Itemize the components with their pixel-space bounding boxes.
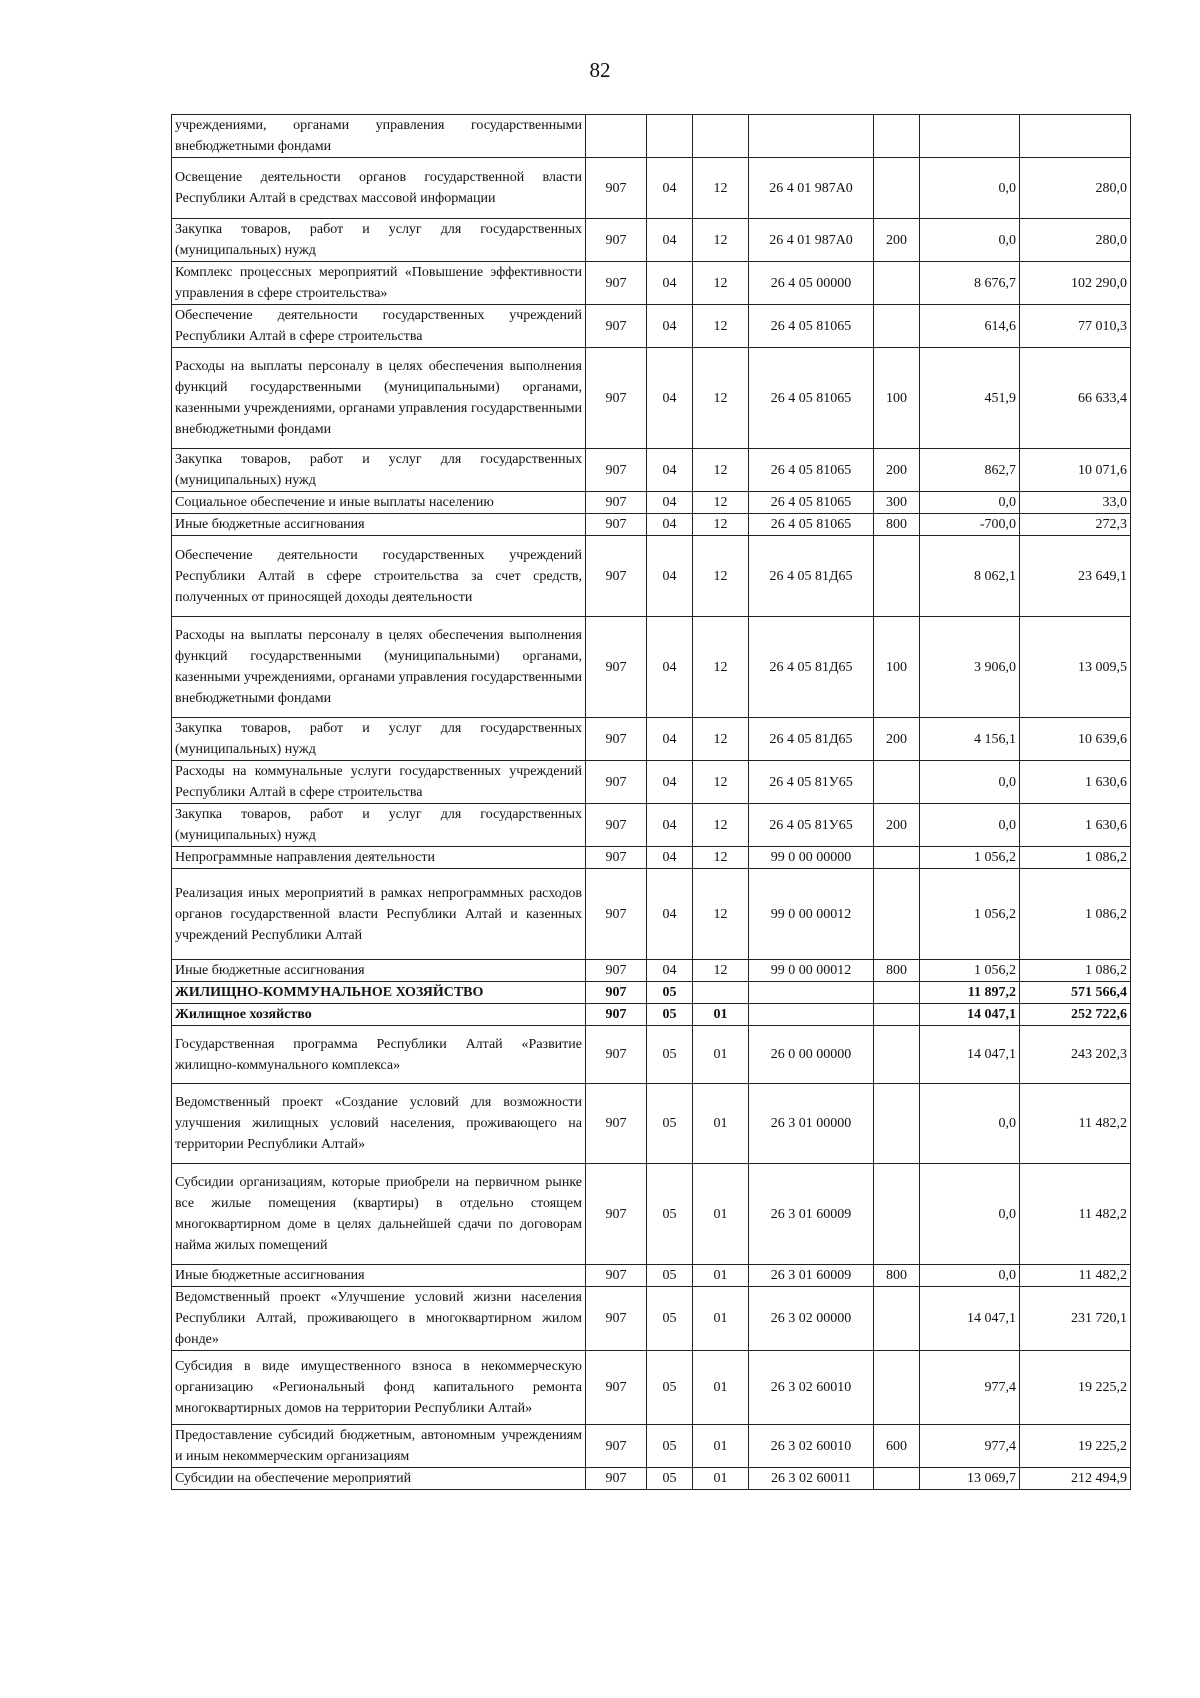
row-name-cell: Жилищное хозяйство bbox=[172, 1004, 586, 1026]
target-article-cell: 26 4 05 81065 bbox=[749, 348, 874, 449]
section-code-cell: 05 bbox=[647, 1265, 693, 1287]
section-code-cell: 04 bbox=[647, 960, 693, 982]
amount-2-cell: 243 202,3 bbox=[1020, 1026, 1131, 1084]
budget-table bbox=[171, 114, 1131, 1490]
expense-type-cell: 600 bbox=[874, 1425, 920, 1468]
section-code-cell: 04 bbox=[647, 869, 693, 960]
expense-type-cell bbox=[874, 1351, 920, 1425]
expense-type-cell: 800 bbox=[874, 514, 920, 536]
row-name-cell: Закупка товаров, работ и услуг для государственных (муниципальных) нужд bbox=[172, 449, 586, 492]
section-code-cell: 04 bbox=[647, 761, 693, 804]
section-code-cell: 05 bbox=[647, 1468, 693, 1490]
subsection-code-cell: 12 bbox=[693, 804, 749, 847]
target-article-cell: 26 4 05 81Д65 bbox=[749, 536, 874, 617]
expense-type-cell bbox=[874, 1164, 920, 1265]
amount-2-cell: 19 225,2 bbox=[1020, 1425, 1131, 1468]
section-code-cell bbox=[647, 115, 693, 158]
amount-2-cell: 272,3 bbox=[1020, 514, 1131, 536]
admin-code-cell: 907 bbox=[586, 514, 647, 536]
table-row bbox=[172, 761, 1131, 804]
expense-type-cell bbox=[874, 1287, 920, 1351]
expense-type-cell: 800 bbox=[874, 1265, 920, 1287]
row-name-cell: Реализация иных мероприятий в рамках непрограммных расходов органов государственной власти Республики Алтай и казенных учреждений Республики Алтай bbox=[172, 869, 586, 960]
expense-type-cell: 200 bbox=[874, 804, 920, 847]
subsection-code-cell: 01 bbox=[693, 1026, 749, 1084]
table-row bbox=[172, 1287, 1131, 1351]
amount-2-cell bbox=[1020, 115, 1131, 158]
admin-code-cell: 907 bbox=[586, 158, 647, 219]
amount-2-cell: 11 482,2 bbox=[1020, 1084, 1131, 1164]
row-name-cell: Закупка товаров, работ и услуг для государственных (муниципальных) нужд bbox=[172, 718, 586, 761]
row-name-cell: Закупка товаров, работ и услуг для государственных (муниципальных) нужд bbox=[172, 804, 586, 847]
expense-type-cell bbox=[874, 761, 920, 804]
row-name-cell: ЖИЛИЩНО-КОММУНАЛЬНОЕ ХОЗЯЙСТВО bbox=[172, 982, 586, 1004]
table-row bbox=[172, 305, 1131, 348]
expense-type-cell bbox=[874, 1004, 920, 1026]
admin-code-cell: 907 bbox=[586, 1425, 647, 1468]
admin-code-cell: 907 bbox=[586, 449, 647, 492]
amount-1-cell: 1 056,2 bbox=[920, 960, 1020, 982]
row-name-cell: Иные бюджетные ассигнования bbox=[172, 1265, 586, 1287]
target-article-cell: 26 3 02 00000 bbox=[749, 1287, 874, 1351]
amount-1-cell: 0,0 bbox=[920, 1265, 1020, 1287]
section-code-cell: 05 bbox=[647, 1004, 693, 1026]
amount-2-cell: 19 225,2 bbox=[1020, 1351, 1131, 1425]
subsection-code-cell: 01 bbox=[693, 1425, 749, 1468]
amount-2-cell: 10 071,6 bbox=[1020, 449, 1131, 492]
amount-1-cell: 14 047,1 bbox=[920, 1287, 1020, 1351]
admin-code-cell: 907 bbox=[586, 305, 647, 348]
subsection-code-cell: 12 bbox=[693, 348, 749, 449]
expense-type-cell: 200 bbox=[874, 219, 920, 262]
admin-code-cell: 907 bbox=[586, 869, 647, 960]
amount-2-cell: 231 720,1 bbox=[1020, 1287, 1131, 1351]
admin-code-cell: 907 bbox=[586, 1351, 647, 1425]
row-name-cell: Субсидии организациям, которые приобрели на первичном рынке все жилые помещения (квартиры) в отдельно стоящем многоквартирном доме в целях дальнейшей сдачи по договорам найма жилых помещений bbox=[172, 1164, 586, 1265]
amount-1-cell: 977,4 bbox=[920, 1351, 1020, 1425]
amount-2-cell: 1 086,2 bbox=[1020, 960, 1131, 982]
amount-2-cell: 77 010,3 bbox=[1020, 305, 1131, 348]
target-article-cell: 26 3 02 60011 bbox=[749, 1468, 874, 1490]
admin-code-cell: 907 bbox=[586, 847, 647, 869]
amount-1-cell bbox=[920, 115, 1020, 158]
section-code-cell: 04 bbox=[647, 492, 693, 514]
subsection-code-cell: 12 bbox=[693, 262, 749, 305]
target-article-cell: 99 0 00 00012 bbox=[749, 869, 874, 960]
target-article-cell: 26 4 05 81065 bbox=[749, 305, 874, 348]
expense-type-cell: 300 bbox=[874, 492, 920, 514]
admin-code-cell: 907 bbox=[586, 804, 647, 847]
amount-2-cell: 571 566,4 bbox=[1020, 982, 1131, 1004]
target-article-cell bbox=[749, 115, 874, 158]
target-article-cell: 26 3 02 60010 bbox=[749, 1425, 874, 1468]
subsection-code-cell: 12 bbox=[693, 536, 749, 617]
section-code-cell: 05 bbox=[647, 1084, 693, 1164]
subsection-code-cell: 01 bbox=[693, 1351, 749, 1425]
subsection-code-cell: 12 bbox=[693, 761, 749, 804]
section-code-cell: 04 bbox=[647, 847, 693, 869]
amount-1-cell: 1 056,2 bbox=[920, 869, 1020, 960]
admin-code-cell: 907 bbox=[586, 617, 647, 718]
section-code-cell: 04 bbox=[647, 718, 693, 761]
target-article-cell: 26 3 01 60009 bbox=[749, 1164, 874, 1265]
table-row bbox=[172, 536, 1131, 617]
row-name-cell: учреждениями, органами управления государственными внебюджетными фондами bbox=[172, 115, 586, 158]
row-name-cell: Закупка товаров, работ и услуг для государственных (муниципальных) нужд bbox=[172, 219, 586, 262]
amount-1-cell: 8 062,1 bbox=[920, 536, 1020, 617]
row-name-cell: Непрограммные направления деятельности bbox=[172, 847, 586, 869]
table-row bbox=[172, 1004, 1131, 1026]
amount-2-cell: 11 482,2 bbox=[1020, 1164, 1131, 1265]
amount-1-cell: 862,7 bbox=[920, 449, 1020, 492]
admin-code-cell: 907 bbox=[586, 1084, 647, 1164]
amount-1-cell: 4 156,1 bbox=[920, 718, 1020, 761]
subsection-code-cell: 01 bbox=[693, 1468, 749, 1490]
target-article-cell: 26 3 01 60009 bbox=[749, 1265, 874, 1287]
section-code-cell: 04 bbox=[647, 348, 693, 449]
amount-1-cell: 977,4 bbox=[920, 1425, 1020, 1468]
page-number: 82 bbox=[589, 58, 611, 82]
amount-1-cell: 3 906,0 bbox=[920, 617, 1020, 718]
table-row bbox=[172, 262, 1131, 305]
amount-2-cell: 33,0 bbox=[1020, 492, 1131, 514]
table-row bbox=[172, 982, 1131, 1004]
subsection-code-cell: 01 bbox=[693, 1164, 749, 1265]
expense-type-cell bbox=[874, 982, 920, 1004]
budget-table-body bbox=[172, 115, 1131, 1490]
admin-code-cell bbox=[586, 115, 647, 158]
expense-type-cell bbox=[874, 847, 920, 869]
amount-2-cell: 1 086,2 bbox=[1020, 869, 1131, 960]
admin-code-cell: 907 bbox=[586, 1468, 647, 1490]
amount-2-cell: 10 639,6 bbox=[1020, 718, 1131, 761]
amount-1-cell: 614,6 bbox=[920, 305, 1020, 348]
row-name-cell: Иные бюджетные ассигнования bbox=[172, 514, 586, 536]
expense-type-cell bbox=[874, 536, 920, 617]
amount-2-cell: 102 290,0 bbox=[1020, 262, 1131, 305]
subsection-code-cell: 12 bbox=[693, 514, 749, 536]
expense-type-cell bbox=[874, 262, 920, 305]
table-row bbox=[172, 718, 1131, 761]
table-row bbox=[172, 449, 1131, 492]
target-article-cell: 26 4 05 81Д65 bbox=[749, 718, 874, 761]
admin-code-cell: 907 bbox=[586, 1026, 647, 1084]
expense-type-cell: 100 bbox=[874, 617, 920, 718]
table-row bbox=[172, 1351, 1131, 1425]
amount-2-cell: 252 722,6 bbox=[1020, 1004, 1131, 1026]
expense-type-cell bbox=[874, 1026, 920, 1084]
row-name-cell: Комплекс процессных мероприятий «Повышение эффективности управления в сфере строительства» bbox=[172, 262, 586, 305]
target-article-cell: 26 4 05 00000 bbox=[749, 262, 874, 305]
table-row bbox=[172, 115, 1131, 158]
amount-2-cell: 212 494,9 bbox=[1020, 1468, 1131, 1490]
section-code-cell: 05 bbox=[647, 982, 693, 1004]
admin-code-cell: 907 bbox=[586, 219, 647, 262]
row-name-cell: Обеспечение деятельности государственных учреждений Республики Алтай в сфере строительства за счет средств, полученных от приносящей доходы деятельности bbox=[172, 536, 586, 617]
admin-code-cell: 907 bbox=[586, 718, 647, 761]
amount-1-cell: -700,0 bbox=[920, 514, 1020, 536]
amount-2-cell: 1 086,2 bbox=[1020, 847, 1131, 869]
expense-type-cell: 800 bbox=[874, 960, 920, 982]
amount-1-cell: 0,0 bbox=[920, 158, 1020, 219]
amount-1-cell: 0,0 bbox=[920, 1164, 1020, 1265]
row-name-cell: Обеспечение деятельности государственных учреждений Республики Алтай в сфере строительства bbox=[172, 305, 586, 348]
expense-type-cell bbox=[874, 1468, 920, 1490]
amount-1-cell: 0,0 bbox=[920, 219, 1020, 262]
target-article-cell: 26 4 05 81065 bbox=[749, 492, 874, 514]
table-row bbox=[172, 869, 1131, 960]
subsection-code-cell: 12 bbox=[693, 617, 749, 718]
amount-1-cell: 8 676,7 bbox=[920, 262, 1020, 305]
table-row bbox=[172, 847, 1131, 869]
table-row bbox=[172, 348, 1131, 449]
expense-type-cell bbox=[874, 1084, 920, 1164]
amount-2-cell: 11 482,2 bbox=[1020, 1265, 1131, 1287]
expense-type-cell: 200 bbox=[874, 718, 920, 761]
row-name-cell: Иные бюджетные ассигнования bbox=[172, 960, 586, 982]
expense-type-cell bbox=[874, 158, 920, 219]
admin-code-cell: 907 bbox=[586, 1164, 647, 1265]
table-row bbox=[172, 219, 1131, 262]
row-name-cell: Ведомственный проект «Улучшение условий жизни населения Республики Алтай, проживающего в многоквартирном жилом фонде» bbox=[172, 1287, 586, 1351]
subsection-code-cell: 12 bbox=[693, 718, 749, 761]
subsection-code-cell: 12 bbox=[693, 219, 749, 262]
section-code-cell: 04 bbox=[647, 305, 693, 348]
amount-2-cell: 1 630,6 bbox=[1020, 804, 1131, 847]
section-code-cell: 05 bbox=[647, 1287, 693, 1351]
amount-2-cell: 280,0 bbox=[1020, 158, 1131, 219]
target-article-cell: 26 4 01 987А0 bbox=[749, 219, 874, 262]
amount-1-cell: 0,0 bbox=[920, 1084, 1020, 1164]
section-code-cell: 04 bbox=[647, 158, 693, 219]
table-row bbox=[172, 514, 1131, 536]
section-code-cell: 04 bbox=[647, 449, 693, 492]
table-row bbox=[172, 492, 1131, 514]
amount-1-cell: 13 069,7 bbox=[920, 1468, 1020, 1490]
target-article-cell: 26 0 00 00000 bbox=[749, 1026, 874, 1084]
target-article-cell bbox=[749, 1004, 874, 1026]
admin-code-cell: 907 bbox=[586, 1265, 647, 1287]
subsection-code-cell: 12 bbox=[693, 305, 749, 348]
subsection-code-cell: 01 bbox=[693, 1004, 749, 1026]
section-code-cell: 04 bbox=[647, 617, 693, 718]
section-code-cell: 04 bbox=[647, 514, 693, 536]
row-name-cell: Освещение деятельности органов государственной власти Республики Алтай в средствах массовой информации bbox=[172, 158, 586, 219]
table-row bbox=[172, 1084, 1131, 1164]
target-article-cell: 26 4 05 81065 bbox=[749, 514, 874, 536]
expense-type-cell bbox=[874, 305, 920, 348]
row-name-cell: Расходы на коммунальные услуги государственных учреждений Республики Алтай в сфере строительства bbox=[172, 761, 586, 804]
target-article-cell: 26 4 05 81У65 bbox=[749, 804, 874, 847]
amount-1-cell: 451,9 bbox=[920, 348, 1020, 449]
target-article-cell: 26 4 05 81065 bbox=[749, 449, 874, 492]
target-article-cell: 26 4 05 81Д65 bbox=[749, 617, 874, 718]
target-article-cell: 99 0 00 00000 bbox=[749, 847, 874, 869]
row-name-cell: Государственная программа Республики Алтай «Развитие жилищно-коммунального комплекса» bbox=[172, 1026, 586, 1084]
admin-code-cell: 907 bbox=[586, 1287, 647, 1351]
amount-2-cell: 23 649,1 bbox=[1020, 536, 1131, 617]
target-article-cell: 26 3 01 00000 bbox=[749, 1084, 874, 1164]
table-row bbox=[172, 1164, 1131, 1265]
subsection-code-cell: 12 bbox=[693, 158, 749, 219]
section-code-cell: 05 bbox=[647, 1026, 693, 1084]
row-name-cell: Предоставление субсидий бюджетным, автономным учреждениям и иным некоммерческим организациям bbox=[172, 1425, 586, 1468]
subsection-code-cell bbox=[693, 115, 749, 158]
section-code-cell: 04 bbox=[647, 536, 693, 617]
row-name-cell: Субсидии на обеспечение мероприятий bbox=[172, 1468, 586, 1490]
amount-1-cell: 1 056,2 bbox=[920, 847, 1020, 869]
target-article-cell: 26 3 02 60010 bbox=[749, 1351, 874, 1425]
amount-1-cell: 14 047,1 bbox=[920, 1026, 1020, 1084]
table-row bbox=[172, 804, 1131, 847]
subsection-code-cell: 12 bbox=[693, 847, 749, 869]
table-row bbox=[172, 1425, 1131, 1468]
amount-2-cell: 280,0 bbox=[1020, 219, 1131, 262]
amount-1-cell: 0,0 bbox=[920, 492, 1020, 514]
section-code-cell: 05 bbox=[647, 1351, 693, 1425]
amount-2-cell: 13 009,5 bbox=[1020, 617, 1131, 718]
subsection-code-cell: 12 bbox=[693, 960, 749, 982]
row-name-cell: Расходы на выплаты персоналу в целях обеспечения выполнения функций государственными (муниципальными) органами, казенными учреждениями, органами управления государственными внебюджетными фондами bbox=[172, 617, 586, 718]
expense-type-cell bbox=[874, 869, 920, 960]
amount-1-cell: 0,0 bbox=[920, 804, 1020, 847]
target-article-cell bbox=[749, 982, 874, 1004]
admin-code-cell: 907 bbox=[586, 536, 647, 617]
table-row bbox=[172, 960, 1131, 982]
admin-code-cell: 907 bbox=[586, 761, 647, 804]
amount-2-cell: 66 633,4 bbox=[1020, 348, 1131, 449]
target-article-cell: 26 4 05 81У65 bbox=[749, 761, 874, 804]
admin-code-cell: 907 bbox=[586, 960, 647, 982]
admin-code-cell: 907 bbox=[586, 262, 647, 305]
amount-1-cell: 14 047,1 bbox=[920, 1004, 1020, 1026]
section-code-cell: 04 bbox=[647, 804, 693, 847]
admin-code-cell: 907 bbox=[586, 1004, 647, 1026]
row-name-cell: Расходы на выплаты персоналу в целях обеспечения выполнения функций государственными (муниципальными) органами, казенными учреждениями, органами управления государственными внебюджетными фондами bbox=[172, 348, 586, 449]
table-row bbox=[172, 1265, 1131, 1287]
row-name-cell: Ведомственный проект «Создание условий для возможности улучшения жилищных условий населения, проживающего на территории Республики Алтай» bbox=[172, 1084, 586, 1164]
row-name-cell: Социальное обеспечение и иные выплаты населению bbox=[172, 492, 586, 514]
amount-1-cell: 0,0 bbox=[920, 761, 1020, 804]
subsection-code-cell: 12 bbox=[693, 869, 749, 960]
expense-type-cell bbox=[874, 115, 920, 158]
table-row bbox=[172, 617, 1131, 718]
admin-code-cell: 907 bbox=[586, 492, 647, 514]
section-code-cell: 04 bbox=[647, 262, 693, 305]
subsection-code-cell: 01 bbox=[693, 1287, 749, 1351]
subsection-code-cell: 12 bbox=[693, 492, 749, 514]
expense-type-cell: 200 bbox=[874, 449, 920, 492]
target-article-cell: 99 0 00 00012 bbox=[749, 960, 874, 982]
section-code-cell: 05 bbox=[647, 1164, 693, 1265]
amount-2-cell: 1 630,6 bbox=[1020, 761, 1131, 804]
amount-1-cell: 11 897,2 bbox=[920, 982, 1020, 1004]
subsection-code-cell: 01 bbox=[693, 1084, 749, 1164]
row-name-cell: Субсидия в виде имущественного взноса в некоммерческую организацию «Региональный фонд капитального ремонта многоквартирных домов на территории Республики Алтай» bbox=[172, 1351, 586, 1425]
subsection-code-cell: 01 bbox=[693, 1265, 749, 1287]
target-article-cell: 26 4 01 987А0 bbox=[749, 158, 874, 219]
section-code-cell: 05 bbox=[647, 1425, 693, 1468]
expense-type-cell: 100 bbox=[874, 348, 920, 449]
section-code-cell: 04 bbox=[647, 219, 693, 262]
subsection-code-cell: 12 bbox=[693, 449, 749, 492]
table-row bbox=[172, 158, 1131, 219]
table-row bbox=[172, 1468, 1131, 1490]
table-row bbox=[172, 1026, 1131, 1084]
subsection-code-cell bbox=[693, 982, 749, 1004]
admin-code-cell: 907 bbox=[586, 982, 647, 1004]
admin-code-cell: 907 bbox=[586, 348, 647, 449]
